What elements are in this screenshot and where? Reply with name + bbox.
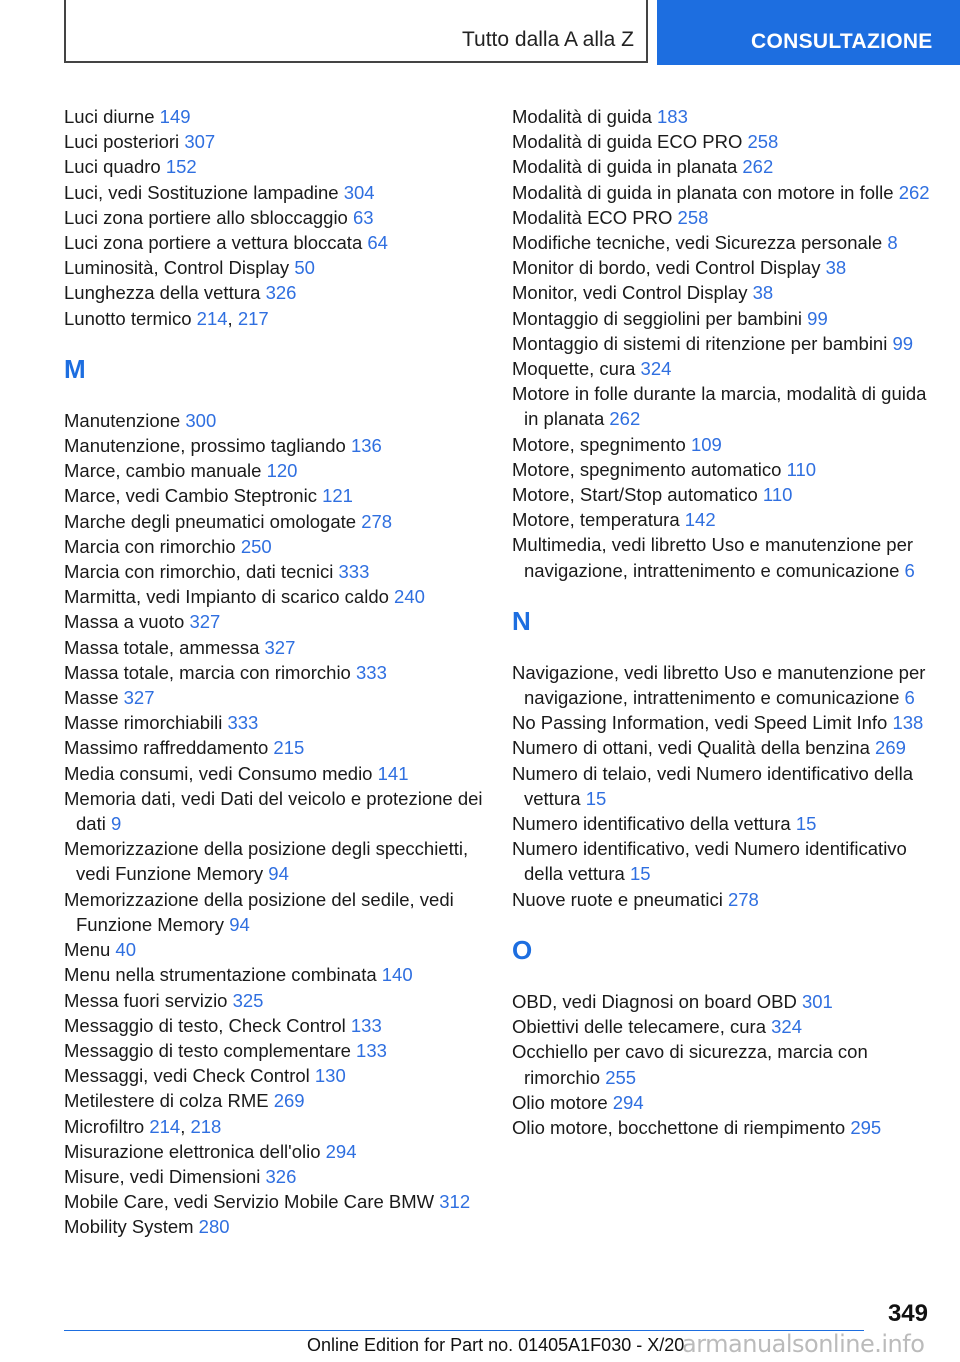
index-term: Numero identificativo, vedi Numero identificativo della vettura: [512, 838, 907, 885]
page-reference-link[interactable]: 214: [149, 1115, 181, 1137]
index-term: OBD, vedi Diagnosi on board OBD: [512, 990, 797, 1012]
index-term: Numero di ottani, vedi Qualità della benzina: [512, 737, 870, 759]
index-term: Montaggio di seggiolini per bambini: [512, 307, 803, 329]
index-entry: [64, 609, 484, 634]
index-entry: [64, 483, 484, 508]
page-reference-link[interactable]: 138: [892, 712, 924, 734]
index-entry: [64, 937, 484, 962]
index-entry: [512, 735, 942, 760]
index-entry: [512, 761, 942, 811]
index-term: Messaggio di testo, Check Control: [64, 1014, 346, 1036]
page-reference-link[interactable]: 218: [190, 1115, 222, 1137]
index-entry: [64, 154, 484, 179]
page-reference-link[interactable]: 94: [268, 863, 289, 885]
page-reference-link[interactable]: 325: [232, 989, 264, 1011]
page-reference-link[interactable]: 295: [850, 1116, 882, 1138]
index-term: Massa a vuoto: [64, 611, 185, 633]
index-entry: [64, 887, 484, 937]
page-reference-link[interactable]: 278: [727, 888, 759, 910]
page-reference-link[interactable]: 136: [350, 435, 382, 457]
page-reference-link[interactable]: 262: [742, 156, 774, 178]
index-term: Masse: [64, 687, 119, 709]
section-label: Tutto dalla A alla Z: [462, 28, 634, 51]
page-reference-link[interactable]: 333: [338, 561, 370, 583]
page-reference-link[interactable]: 120: [266, 460, 298, 482]
index-entry: [512, 989, 942, 1014]
index-term: Monitor, vedi Control Display: [512, 282, 748, 304]
page-reference-link[interactable]: 250: [240, 535, 272, 557]
page-reference-link[interactable]: 300: [185, 409, 217, 431]
index-entry: [512, 457, 942, 482]
page-reference-link[interactable]: 109: [690, 433, 722, 455]
page-reference-link[interactable]: 183: [657, 106, 688, 127]
page-reference-link[interactable]: 280: [198, 1216, 230, 1238]
page-reference-link[interactable]: 110: [786, 458, 817, 480]
page-reference-link[interactable]: 278: [361, 510, 393, 532]
index-entry: [64, 1063, 484, 1088]
index-column-left: [64, 104, 484, 1240]
index-entry: [64, 458, 484, 483]
index-term: Olio motore, bocchettone di riempimento: [512, 1116, 846, 1138]
page-reference-link[interactable]: 215: [273, 737, 305, 759]
index-term: Motore, spegnimento automatico: [512, 458, 782, 480]
page-reference-link[interactable]: 301: [801, 990, 833, 1012]
index-entry: [64, 230, 484, 255]
index-term: Messaggi, vedi Check Control: [64, 1065, 310, 1087]
index-entry: [512, 180, 942, 205]
page-reference-link[interactable]: 307: [184, 131, 216, 153]
index-term: Massa totale, ammessa: [64, 636, 260, 658]
index-entry: [64, 1214, 484, 1239]
index-term: Media consumi, vedi Consumo medio: [64, 762, 373, 784]
index-entry: [512, 1014, 942, 1039]
index-term: Menu: [64, 939, 111, 961]
index-column-right: [512, 104, 942, 1140]
index-term: Marce, cambio manuale: [64, 460, 262, 482]
index-term: Mobile Care, vedi Servizio Mobile Care BMW: [64, 1191, 435, 1213]
index-entry: [64, 761, 484, 786]
index-term: Motore, Start/Stop automatico: [512, 484, 758, 506]
page-reference-link[interactable]: 324: [640, 358, 672, 380]
index-entry: [512, 482, 942, 507]
index-entry: [512, 129, 942, 154]
page-reference-link[interactable]: 217: [237, 307, 269, 329]
page-reference-link[interactable]: 38: [825, 257, 847, 279]
index-entry: [64, 962, 484, 987]
index-entry: [512, 205, 942, 230]
page-reference-link[interactable]: 326: [265, 1165, 297, 1187]
index-term: Navigazione, vedi libretto Uso e manutenzione per navigazione, intrattenimento e comunicazione: [512, 661, 926, 709]
index-entry: [64, 710, 484, 735]
index-term: Luci, vedi Sostituzione lampadine: [64, 181, 339, 203]
index-entry: [512, 356, 942, 381]
page-reference-link[interactable]: 214: [196, 307, 228, 329]
index-entry: [64, 836, 484, 886]
page-number: 349: [887, 1300, 928, 1327]
page-reference-link[interactable]: 152: [165, 156, 197, 178]
index-entry: [64, 433, 484, 458]
index-entry: [64, 1088, 484, 1113]
index-term: Menu nella strumentazione combinata: [64, 964, 377, 986]
index-entry: [512, 280, 942, 305]
index-term: Lunghezza della vettura: [64, 282, 261, 304]
index-entry: [512, 255, 942, 280]
page-reference-link[interactable]: 258: [747, 131, 779, 153]
index-entry: [64, 635, 484, 660]
page-reference-link[interactable]: 133: [356, 1039, 387, 1061]
index-entry: [512, 836, 942, 886]
page-reference-link[interactable]: 294: [325, 1140, 357, 1162]
index-entry: [64, 988, 484, 1013]
index-entry: [512, 381, 942, 431]
index-term: Modifiche tecniche, vedi Sicurezza personale: [512, 232, 883, 254]
index-entry: [512, 1090, 942, 1115]
page-reference-link[interactable]: 133: [350, 1014, 382, 1036]
page-reference-link[interactable]: 149: [159, 106, 191, 127]
index-term: Moquette, cura: [512, 358, 636, 380]
page-reference-link[interactable]: 262: [898, 181, 930, 203]
index-term: Messa fuori servizio: [64, 989, 228, 1011]
index-letter-heading: N: [512, 605, 531, 636]
page-reference-link[interactable]: 262: [609, 408, 641, 430]
index-term: Motore in folle durante la marcia, modalità di guida in planata: [512, 383, 927, 430]
index-entry: [64, 509, 484, 534]
index-entry: [512, 507, 942, 532]
index-term: Multimedia, vedi libretto Uso e manutenzione per navigazione, intrattenimento e comunicazione: [512, 534, 914, 581]
index-term: Luci zona portiere a vettura bloccata: [64, 232, 363, 254]
index-entry: [512, 660, 942, 710]
index-entry: [64, 1038, 484, 1063]
index-term: Motore, temperatura: [512, 509, 680, 531]
index-entry: [64, 534, 484, 559]
index-letter-heading: M: [64, 353, 86, 384]
page-reference-link[interactable]: 94: [229, 913, 250, 935]
page-reference-link[interactable]: 50: [294, 257, 315, 279]
index-term: Obiettivi delle telecamere, cura: [512, 1016, 766, 1038]
index-term: Marcia con rimorchio: [64, 535, 236, 557]
watermark-text: armanualsonline.info: [682, 1330, 925, 1358]
index-entry: [64, 735, 484, 760]
index-entry: [64, 1189, 484, 1214]
page-reference-link[interactable]: 15: [795, 813, 817, 835]
page-reference-link[interactable]: 6: [904, 687, 915, 709]
page-reference-link[interactable]: 38: [752, 282, 774, 304]
index-entry: [512, 887, 942, 912]
index-entry: [64, 1139, 484, 1164]
index-term: Metilestere di colza RME: [64, 1090, 269, 1112]
index-entry: [64, 1164, 484, 1189]
page-reference-link[interactable]: 99: [807, 307, 828, 329]
index-entry: [64, 280, 484, 305]
page-reference-link[interactable]: 99: [892, 332, 914, 354]
index-term: Memorizzazione della posizione degli specchietti, vedi Funzione Memory: [64, 838, 469, 885]
index-term: Marce, vedi Cambio Steptronic: [64, 485, 317, 507]
index-letter-heading: O: [512, 934, 533, 965]
page-reference-link[interactable]: 324: [771, 1016, 802, 1038]
page-reference-link[interactable]: 9: [110, 813, 122, 835]
page-reference-link[interactable]: 333: [356, 661, 387, 683]
index-term: Luci posteriori: [64, 131, 180, 153]
index-term: Massa totale, marcia con rimorchio: [64, 661, 351, 683]
index-term: Mobility System: [64, 1216, 194, 1238]
index-entry: Lunotto termico 214, 217: [64, 307, 269, 329]
page-reference-link[interactable]: 6: [904, 559, 915, 581]
index-entry: [64, 584, 484, 609]
index-term: Olio motore: [512, 1091, 608, 1113]
index-term: Luci diurne: [64, 106, 155, 127]
index-term: Manutenzione, prossimo tagliando: [64, 435, 346, 457]
page-reference-link[interactable]: 312: [439, 1191, 471, 1213]
index-term: Modalità ECO PRO: [512, 206, 673, 228]
index-entry: [64, 1013, 484, 1038]
index-term: Motore, spegnimento: [512, 433, 686, 455]
index-term: Numero di telaio, vedi Numero identificativo della vettura: [512, 762, 914, 809]
index-entry: [64, 255, 484, 280]
page-reference-link[interactable]: 269: [273, 1090, 305, 1112]
index-entry: [64, 408, 484, 433]
page-reference-link[interactable]: 327: [123, 687, 155, 709]
index-term: Modalità di guida in planata: [512, 156, 738, 178]
index-entry: [64, 685, 484, 710]
index-entry: [512, 710, 942, 735]
page-reference-link[interactable]: 327: [189, 611, 221, 633]
page-reference-link[interactable]: 294: [612, 1091, 644, 1113]
index-term: Modalità di guida ECO PRO: [512, 131, 743, 153]
page-reference-link[interactable]: 269: [875, 737, 906, 759]
index-entry: [512, 532, 942, 582]
page-reference-link[interactable]: 110: [762, 484, 793, 506]
index-term: Memorizzazione della posizione del sedile, vedi Funzione Memory: [64, 888, 454, 935]
page-reference-link[interactable]: 140: [381, 964, 413, 986]
index-term: Marmitta, vedi Impianto di scarico caldo: [64, 586, 389, 608]
index-entry: [512, 811, 942, 836]
index-entry: [64, 660, 484, 685]
page-reference-link[interactable]: 63: [352, 206, 374, 228]
page-reference-link[interactable]: 304: [343, 181, 375, 203]
page-reference-link[interactable]: 141: [377, 762, 409, 784]
index-entry: [64, 205, 484, 230]
index-term: Massimo raffreddamento: [64, 737, 269, 759]
index-term: Masse rimorchiabili: [64, 712, 223, 734]
page-reference-link[interactable]: 40: [115, 939, 136, 961]
index-term: Luminosità, Control Display: [64, 257, 290, 279]
index-term: Luci zona portiere allo sbloccaggio: [64, 206, 348, 228]
index-term: Occhiello per cavo di sicurezza, marcia con rimorchio: [512, 1041, 868, 1088]
index-entry: [64, 559, 484, 584]
page-reference-link[interactable]: 121: [322, 485, 353, 507]
page-reference-link[interactable]: 64: [367, 232, 388, 254]
index-entry: [512, 1039, 942, 1089]
index-term: Luci quadro: [64, 156, 161, 178]
page-reference-link[interactable]: 142: [684, 509, 716, 531]
page-reference-link[interactable]: 255: [605, 1066, 637, 1088]
index-entry: Microfiltro 214, 218: [64, 1115, 222, 1137]
page-reference-link[interactable]: 240: [394, 586, 425, 608]
index-entry: [64, 180, 484, 205]
edition-text: Online Edition for Part no. 01405A1F030 - X/20: [307, 1335, 685, 1355]
index-term: Manutenzione: [64, 409, 181, 431]
index-term: Lunotto termico: [64, 307, 192, 329]
index-entry: [512, 331, 942, 356]
index-term: Marcia con rimorchio, dati tecnici: [64, 561, 334, 583]
index-term: Nuove ruote e pneumatici: [512, 888, 723, 910]
index-entry: [512, 154, 942, 179]
tab-consultazione[interactable]: CONSULTAZIONE: [657, 0, 960, 65]
index-term: Montaggio di sistemi di ritenzione per bambini: [512, 332, 888, 354]
index-entry: [512, 306, 942, 331]
index-term: No Passing Information, vedi Speed Limit Info: [512, 712, 888, 734]
index-entry: [64, 104, 484, 129]
index-term: Modalità di guida: [512, 106, 652, 127]
index-term: Memoria dati, vedi Dati del veicolo e protezione dei dati: [64, 787, 483, 835]
index-entry: [64, 786, 484, 836]
page-reference-link[interactable]: 130: [314, 1065, 346, 1087]
page-reference-link[interactable]: 15: [629, 863, 651, 885]
index-term: Monitor di bordo, vedi Control Display: [512, 257, 821, 279]
index-entry: [512, 230, 942, 255]
index-entry: [64, 129, 484, 154]
index-term: Microfiltro: [64, 1115, 145, 1137]
index-term: Misurazione elettronica dell'olio: [64, 1140, 321, 1162]
index-term: Marche degli pneumatici omologate: [64, 510, 357, 532]
page-reference-link[interactable]: 258: [677, 206, 709, 228]
index-entry: [512, 1115, 942, 1140]
index-entry: [512, 104, 942, 129]
page-reference-link[interactable]: 326: [265, 282, 297, 304]
page-reference-link[interactable]: 8: [887, 232, 898, 254]
page-reference-link[interactable]: 327: [264, 636, 296, 658]
index-term: Messaggio di testo complementare: [64, 1039, 351, 1061]
page-reference-link[interactable]: 333: [227, 712, 259, 734]
index-entry: [512, 432, 942, 457]
index-term: Modalità di guida in planata con motore in folle: [512, 181, 894, 203]
index-term: Misure, vedi Dimensioni: [64, 1165, 261, 1187]
index-term: Numero identificativo della vettura: [512, 813, 791, 835]
page-reference-link[interactable]: 15: [585, 787, 607, 809]
